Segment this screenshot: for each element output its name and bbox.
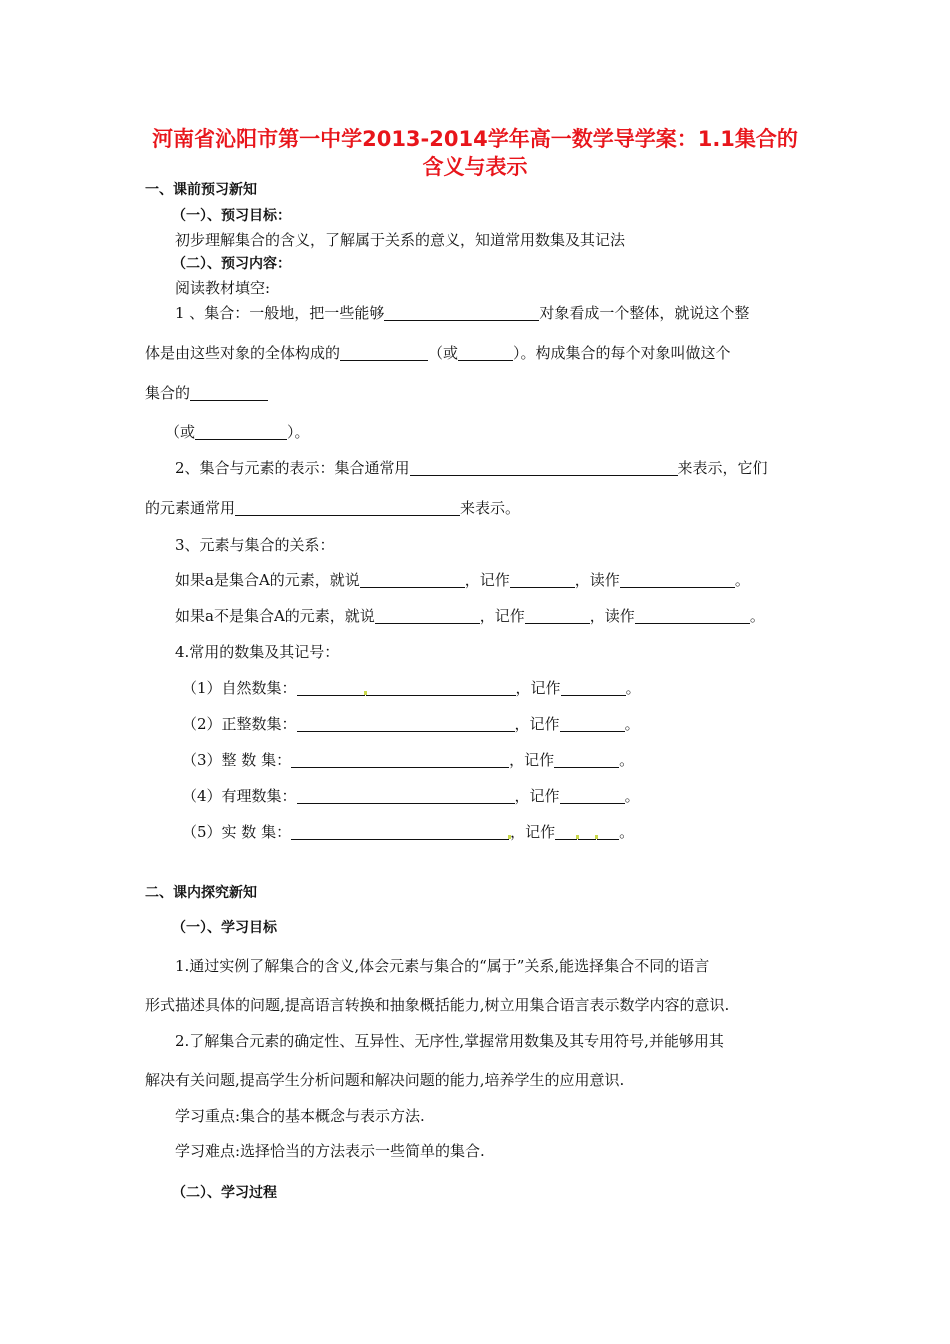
q1-text-c: 体是由这些对象的全体构成的 [145,344,341,362]
goal-2-line-1: 2.了解集合元素的确定性、互异性、无序性,掌握常用数集及其专用符号,并能够用其 [175,1032,724,1050]
q3-l1-end: 。 [734,571,750,589]
number-set-label-3: （3）整 数 集： [182,751,292,769]
document-title-line-2: 含义与表示 [422,155,528,179]
q3-l2-blank-3[interactable] [635,608,750,624]
number-set-symbol-blank-3[interactable] [554,752,619,768]
q1-text-a: 1 、集合：一般地，把一些能够 [175,304,385,322]
learning-process-heading: （二）、学习过程 [172,1185,277,1201]
q3-l1-mid: ，记作 [464,571,510,589]
number-set-blank-3[interactable] [291,752,509,768]
number-set-symbol-blank-5c[interactable] [597,824,619,840]
number-set-label-2: （2）正整数集： [182,715,297,733]
q3-l1-blank-3[interactable] [620,572,735,588]
q3-l2-end: 。 [749,607,765,625]
goal-1-line-2: 形式描述具体的问题,提高语言转换和抽象概括能力,树立用集合语言表示数学内容的意识. [145,996,730,1014]
preview-content-heading: （二）、预习内容： [172,256,291,272]
number-set-blank-4[interactable] [297,788,515,804]
question-3-line-1 [175,570,750,590]
learning-key-point: 学习重点:集合的基本概念与表示方法. [175,1107,425,1125]
number-set-period-5: 。 [619,823,635,841]
number-set-row-3 [182,750,634,770]
number-set-period-3: 。 [619,751,635,769]
reading-instruction: 阅读教材填空: [175,279,271,297]
number-set-label-1: （1）自然数集： [182,679,297,697]
section-1-heading: 一、课前预习新知 [145,182,257,198]
question-4-heading: 4.常用的数集及其记号： [175,643,340,661]
preview-goal-text: 初步理解集合的含义，了解属于关系的意义，知道常用数集及其记法 [175,231,626,249]
number-set-blank-2[interactable] [297,716,515,732]
q3-l2-mid: ，记作 [479,607,525,625]
number-set-period-4: 。 [624,787,640,805]
number-set-blank-1b[interactable] [366,680,516,696]
number-set-blank-1a[interactable] [297,680,365,696]
number-set-note-5: ，记作 [510,823,556,841]
q1-blank-5[interactable] [195,424,287,440]
q2-text-c: 的元素通常用 [145,499,236,517]
learning-difficulty: 学习难点:选择恰当的方法表示一些简单的集合. [175,1142,485,1160]
number-set-note-4: ，记作 [514,787,560,805]
q3-l2-text: 如果a不是集合A的元素，就说 [175,607,375,625]
preview-goal-heading: （一）、预习目标： [172,208,291,224]
goal-1-line-1: 1.通过实例了解集合的含义,体会元素与集合的“属于”关系,能选择集合不同的语言 [175,957,710,975]
number-set-symbol-blank-5b[interactable] [578,824,596,840]
number-set-label-4: （4）有理数集： [182,787,297,805]
question-1-line-1 [175,303,749,323]
number-set-note-2: ，记作 [514,715,560,733]
q2-blank-1[interactable] [410,460,678,476]
q1-text-g: （或 [165,423,196,441]
number-set-period-1: 。 [625,679,641,697]
number-set-blank-5[interactable] [291,824,509,840]
question-3-line-2 [175,606,765,626]
q3-l2-blank-1[interactable] [375,608,480,624]
q1-text-e: ）。构成集合的每个对象叫做这个 [513,344,731,362]
q3-l1-text: 如果a是集合A的元素，就说 [175,571,360,589]
question-2-line-2 [145,498,520,518]
number-set-symbol-blank-4[interactable] [560,788,625,804]
q3-l2-read: ，读作 [589,607,635,625]
number-set-row-1 [182,678,641,698]
learning-goal-heading: （一）、学习目标 [172,920,277,936]
q1-text-f: 集合的 [145,384,191,402]
question-1-line-3 [145,383,268,403]
q1-text-b: 对象看成一个整体，就说这个整 [539,304,750,322]
q1-blank-3[interactable] [458,345,513,361]
number-set-row-5 [182,822,634,842]
number-set-note-3: ，记作 [509,751,555,769]
q1-blank-1[interactable] [384,305,539,321]
question-3-heading: 3、元素与集合的关系： [175,536,335,554]
section-2-heading: 二、课内探究新知 [145,885,257,901]
number-set-row-4 [182,786,640,806]
question-2-line-1 [175,458,768,478]
goal-2-line-2: 解决有关问题,提高学生分析问题和解决问题的能力,培养学生的应用意识. [145,1071,625,1089]
q2-blank-2[interactable] [235,500,460,516]
number-set-note-1: ，记作 [515,679,561,697]
q2-text-a: 2、集合与元素的表示：集合通常用 [175,459,410,477]
q3-l1-blank-1[interactable] [360,572,465,588]
q3-l1-read: ，读作 [574,571,620,589]
q1-text-h: ）。 [287,423,310,441]
number-set-symbol-blank-2[interactable] [560,716,625,732]
q2-text-b: 来表示，它们 [677,459,768,477]
q1-blank-2[interactable] [340,345,428,361]
number-set-row-2 [182,714,640,734]
number-set-period-2: 。 [624,715,640,733]
q2-text-d: 来表示。 [460,499,521,517]
document-title-line-1: 河南省沁阳市第一中学2013-2014学年高一数学导学案：1.1集合的 [152,127,798,151]
number-set-symbol-blank-1[interactable] [561,680,626,696]
q3-l2-blank-2[interactable] [525,608,590,624]
number-set-symbol-blank-5a[interactable] [555,824,577,840]
q1-text-d: （或 [428,344,459,362]
question-1-line-4 [165,422,310,442]
question-1-line-2 [145,343,731,363]
q1-blank-4[interactable] [190,385,268,401]
q3-l1-blank-2[interactable] [510,572,575,588]
number-set-label-5: （5）实 数 集： [182,823,292,841]
